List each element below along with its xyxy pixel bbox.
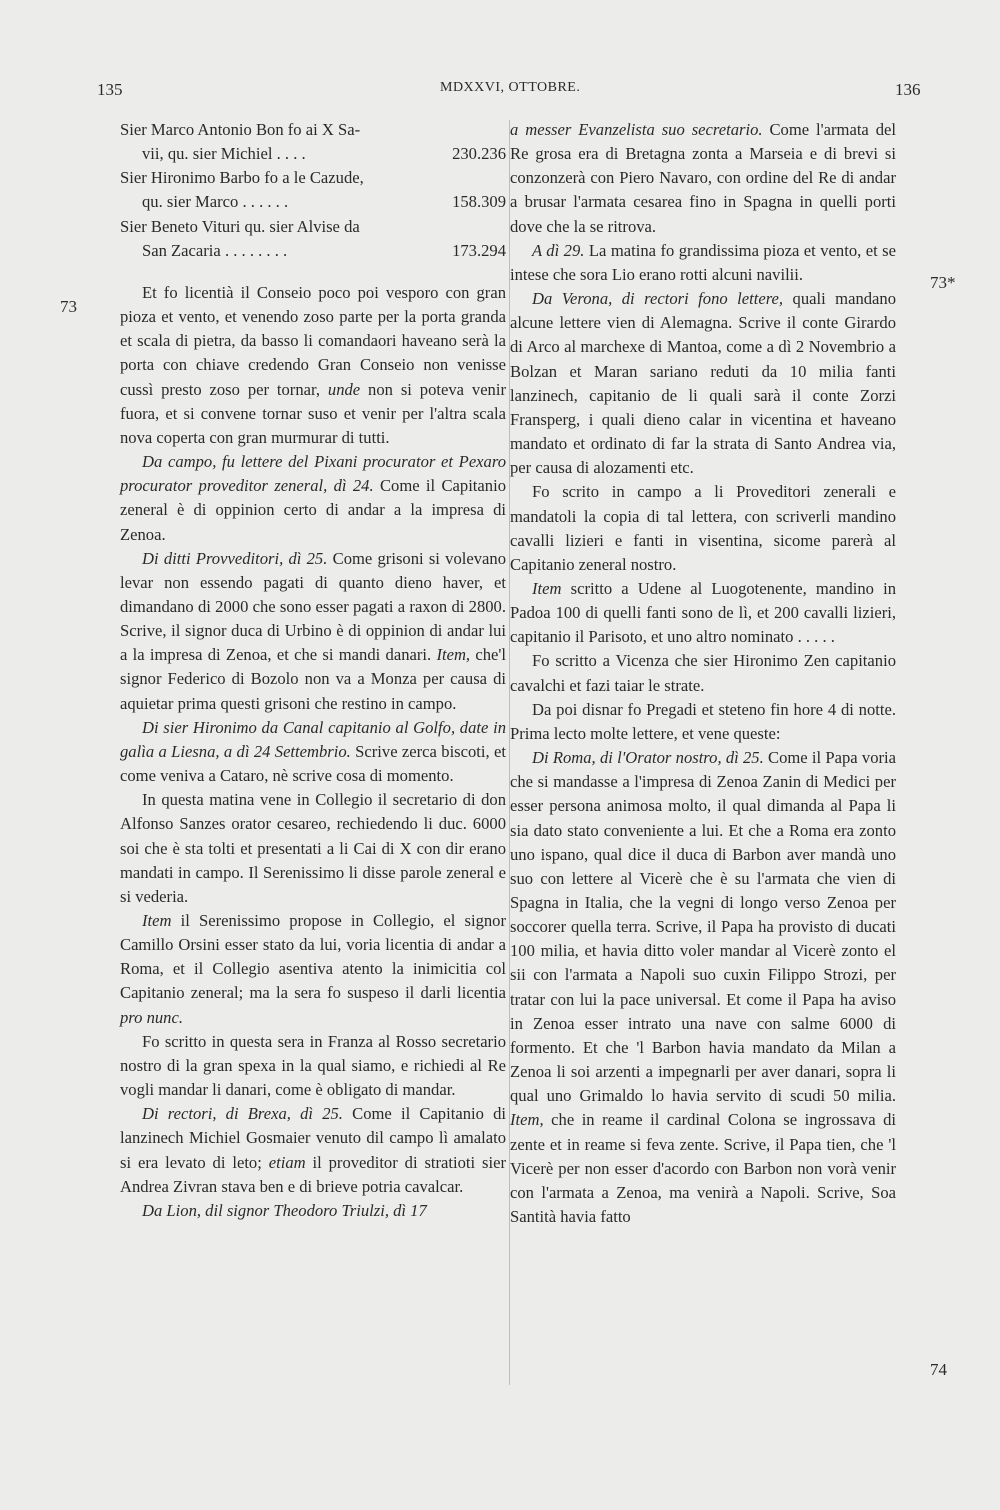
vote-count: 158.309 [452, 192, 506, 212]
vote-entry [120, 215, 506, 263]
paragraph: Fo scrito in campo a li Proveditori zenerali e mandatoli la copia di tal lettera, con scriverli mandino cavalli lizieri e fanti in visentina, sicome parerà al Capitanio zeneral nostro. [510, 482, 896, 574]
vote-count: 230.236 [452, 144, 506, 164]
vote-entry-line: Sier Marco Antonio Bon fo ai X Sa- [120, 120, 361, 139]
paragraph: a messer Evanzelista suo secretario. Come l'armata del Re grosa era di Bretagna zonta a Marseia e di brevi si conzonzerà con Piero Navaro, con ordine del Re di andar a brusar l'armata cesarea fino in Spagna in quelli porti dove che la se ritrova. [510, 120, 897, 236]
paragraph: Da campo, fu lettere del Pixani procurator et Pexaro procurator proveditor zeneral, dì 24. Come il Capitanio zeneral è di oppinion certo di andar a la impresa di Zenoa. [120, 452, 506, 544]
paragraph: Fo scritto a Vicenza che sier Hironimo Zen capitanio cavalchi et fazi taiar le strate. [510, 651, 896, 695]
paragraph: Item scritto a Udene al Luogotenente, mandino in Padoa 100 di quelli fanti sono de lì, et 200 cavalli lizieri, capitanio il Parisoto, et uno altro nominato . . . . . [510, 578, 896, 647]
margin-number-left: 73 [60, 297, 77, 316]
paragraph: Di Roma, di l'Orator nostro, dì 25. Come il Papa voria che si mandasse a l'impresa di Zenoa Zanin di Medici per esser persona animosa molto, il qual dimanda al Papa li sia dato stato conveniente a lui. Et che a Roma era zonto uno ispano, qual dice il duca di Barbon aver mandà uno suo con lettere al Vicerè che è su l'armata che vien di Spagna in Italia, che la vegni di longo verso Zenoa per soccorer quella terra. Scrive, il Papa ha provisto di ducati 100 milia, et havia ditto voler mandar al Vicerè zonto el sii con l'armata a Napoli suo cuxin Filippo Strozi, per tratar con lui la pace universal. Et come il Papa ha aviso in Zenoa esser intrato una nave con salme 6000 di formento. Et che 'l Barbon havia mandato da Milan a Zenoa li soi arzenti a impegnarli per aver danari, sopra li qual uno Grimaldo lo havia servito di scudi 50 milia. Item, che in reame il cardinal Colona se ingrossava di zente et in reame si feva zente. Scrive, il Papa tien, che 'l Vicerè per non esser d'acordo con Barbon non vorà venir con l'armata a Zenoa, ma venirà a Napoli. Scrive, Soa Santità havia fatto [510, 748, 896, 1227]
paragraph: Et fo licentià il Conseio poco poi vesporo con gran pioza et vento, et venendo zoso parte per la porta granda et scala di pietra, da basso li comandaori haveano serà la porta con chiave credendo Gran Conseio non venisse cussì presto zoso per tornar, unde non si poteva venir fuora, et si convene tornar suso et venir per l'altra scala nova coperta con gran murmurar di tutti. [120, 282, 506, 447]
vote-list [120, 118, 506, 263]
paragraph: Item il Serenissimo propose in Collegio, el signor Camillo Orsini esser stato da lui, voria licentia di andar a Roma, et il Collegio asentiva atento la inimicitia col Capitanio zeneral; ma la sera fo suspeso il darli licentia pro nunc. [120, 911, 506, 1027]
running-title: MDXXVI, OTTOBRE. [440, 80, 581, 95]
page-number-left: 135 [97, 80, 123, 99]
margin-number-right-bottom: 74 [930, 1360, 947, 1379]
vote-entry [120, 166, 506, 214]
margin-number-right: 73* [930, 273, 956, 292]
paragraph: Di rectori, di Brexa, dì 25. Come il Capitanio di lanzinech Michiel Gosmaier venuto dil campo lì amalato si era levato di leto; etiam il proveditor di stratioti sier Andrea Zivran stava ben e di brieve potria cavalcar. [120, 1104, 506, 1196]
paragraph: A dì 29. La matina fo grandissima pioza et vento, et se intese che sora Lio erano rotti alcuni navilii. [510, 240, 896, 284]
page-number-right: 136 [895, 80, 921, 99]
vote-count: 173.294 [452, 240, 506, 260]
right-column [510, 118, 896, 1229]
paragraph: Da Lion, dil signor Theodoro Triulzi, dì 17 [142, 1200, 427, 1220]
left-column [120, 118, 506, 1223]
vote-entry-line: Sier Hironimo Barbo fo a le Cazude, [120, 168, 364, 188]
paragraph: Di sier Hironimo da Canal capitanio al Golfo, date in galìa a Liesna, a dì 24 Settembrio. Scrive zerca biscoti, et come veniva a Cataro, nè scrive cosa di momento. [120, 717, 506, 786]
vote-entry-line: Sier Beneto Vituri qu. sier Alvise da [120, 216, 360, 236]
paragraph: Di ditti Provveditori, dì 25. Come grisoni si volevano levar non essendo pagati di quanto dieno haver, et dimandano di 2000 che sono esser pagati a raxon di 2800. Scrive, il signor duca di Urbino è di oppinion di andar lui a la impresa di Zenoa, et che si mandi danari. Item, che'l signor Federico di Bozolo non va a Monza per causa di aquietar prima questi grisoni che restino in campo. [120, 548, 506, 713]
paragraph: Fo scritto in questa sera in Franza al Rosso secretario nostro di la gran spexa in la qual siamo, e richiedi al Re vogli mandar li danari, come è obligato di mandar. [120, 1031, 506, 1100]
paragraph: Da poi disnar fo Pregadi et steteno fin hore 4 di notte. Prima lecto molte lettere, et vene queste: [510, 699, 896, 743]
paragraph: Da Verona, di rectori fono lettere, quali mandano alcune lettere vien di Alemagna. Scrive il conte Girardo di Arco al marchexe di Mantoa, come a dì 2 Novembrio a Bolzan et Maran sariano reduti da 10 milia fanti lanzinech, capitanio de li quali sarà il conte Zorzi Fransperg, i quali dieno calar in vicentina et haveano mandato et ordinato di far la strata di Santo Andrea via, per causa di alozamenti etc. [510, 289, 896, 478]
vote-entry-line: qu. sier Marco . . . . . . 158.309 [120, 190, 506, 214]
vote-entry-line: vii, qu. sier Michiel . . . . 230.236 [120, 142, 506, 166]
vote-entry [120, 118, 506, 166]
paragraph: In questa matina vene in Collegio il secretario di don Alfonso Sanzes orator cesareo, rechiedendo li duc. 6000 soi che è sta tolti et presentati a li Cai di X con dir erano mandati in campo. Il Serenissimo li disse parole zeneral e si vederia. [120, 790, 506, 906]
vote-entry-line: San Zacaria . . . . . . . . 173.294 [120, 239, 506, 263]
